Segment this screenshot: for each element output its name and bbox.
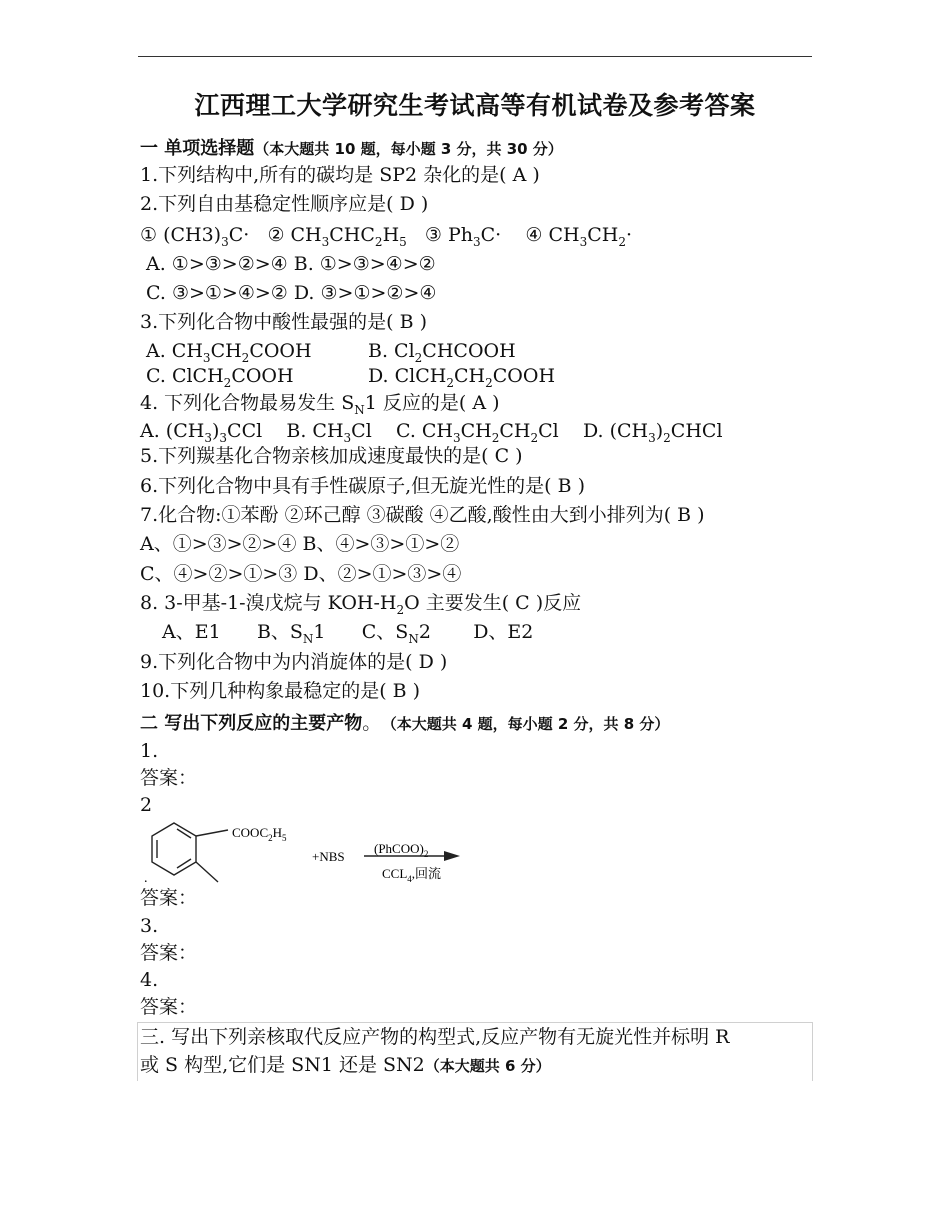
question-3-option-c: C. ClCH$_2$COOH — [146, 365, 294, 390]
question-8: 8. 3-甲基-1-溴戊烷与 KOH-$H_2O$ 主要发生( C )反应 — [140, 592, 582, 617]
reagent-nbs: +NBS — [312, 849, 345, 864]
question-8-options: A、E1 B、$S_N1$ C、$S_N2$ D、E2 — [162, 621, 534, 646]
question-7-options-cd: C、④>②>①>③ D、②>①>③>④ — [140, 563, 462, 585]
question-2-options-ab: A. ①>③>②>④ B. ①>③>④>② — [146, 253, 436, 275]
question-3-option-a: A. $CH_3CH_2COOH$ — [146, 340, 312, 365]
question-3: 3.下列化合物中酸性最强的是( B ) — [140, 311, 427, 333]
item-2-2-answer: 答案： — [140, 887, 198, 909]
item-2-4-number: 4. — [140, 969, 159, 991]
question-5: 5.下列羰基化合物亲核加成速度最快的是( C ) — [140, 445, 523, 467]
catalyst-label: $(PhCOO)_2$ — [374, 841, 429, 859]
section-3-line-2: 或 S 构型,它们是 SN1 还是 SN2（本大题共 6 分） — [140, 1054, 551, 1076]
section-3-line-1: 三. 写出下列亲核取代反应产物的构型式,反应产物有无旋光性并标明 R — [140, 1026, 730, 1048]
question-6: 6.下列化合物中具有手性碳原子,但无旋光性的是( B ) — [140, 475, 586, 497]
reaction-scheme — [138, 816, 478, 892]
conditions-label: $CCL_4$,回流 — [382, 866, 442, 884]
top-rule — [138, 56, 812, 57]
question-10: 10.下列几种构象最稳定的是( B ) — [140, 680, 421, 702]
question-4: 4. 下列化合物最易发生 $S_N1$ 反应的是( A ) — [140, 392, 500, 417]
item-2-2-number: 2 — [140, 794, 153, 816]
item-2-3-number: 3. — [140, 915, 159, 937]
question-2-options-cd: C. ③>①>④>② D. ③>①>②>④ — [146, 282, 437, 304]
benzene-ring — [152, 823, 228, 882]
arrow-head — [444, 851, 460, 861]
page-title: 江西理工大学研究生考试高等有机试卷及参考答案 — [194, 91, 756, 120]
item-2-4-answer: 答案： — [140, 996, 198, 1018]
question-2-items: ① $(CH3)_3C\cdot$ ② $CH_3CHC_2H_5$ ③ $Ph_3C\cdot$ ④ $CH_3CH_2\cdot$ — [140, 224, 633, 249]
question-7-options-ab: A、①>③>②>④ B、④>③>①>② — [140, 533, 460, 555]
question-4-options: A. $(CH_3)_3CCl$ B. $CH_3Cl$ C. $CH_3CH_2CH_2Cl$ D. $(CH_3)_2CHCl$ — [140, 420, 723, 445]
question-1: 1.下列结构中,所有的碳均是 SP2 杂化的是( A ) — [140, 164, 540, 186]
question-3-option-b: B. $Cl_2CHCOOH$ — [368, 340, 516, 365]
period-mark: . — [144, 871, 148, 886]
item-2-1-answer: 答案： — [140, 767, 198, 789]
question-7: 7.化合物:①苯酚 ②环己醇 ③碳酸 ④乙酸,酸性由大到小排列为( B ) — [140, 504, 705, 526]
section-1-heading: 一 单项选择题（本大题共 10 题，每小题 3 分，共 30 分） — [140, 138, 563, 159]
question-3-option-d: D. $ClCH_2CH_2COOH$ — [368, 365, 556, 390]
question-2: 2.下列自由基稳定性顺序应是( D ) — [140, 193, 429, 215]
item-2-1-number: 1. — [140, 740, 159, 762]
ester-substituent: $COOC_2H_5$ — [232, 825, 287, 843]
question-9: 9.下列化合物中为内消旋体的是( D ) — [140, 651, 448, 673]
section-2-heading: 二 写出下列反应的主要产物。 （本大题共 4 题，每小题 2 分，共 8 分） — [140, 712, 670, 734]
item-2-3-answer: 答案： — [140, 942, 198, 964]
